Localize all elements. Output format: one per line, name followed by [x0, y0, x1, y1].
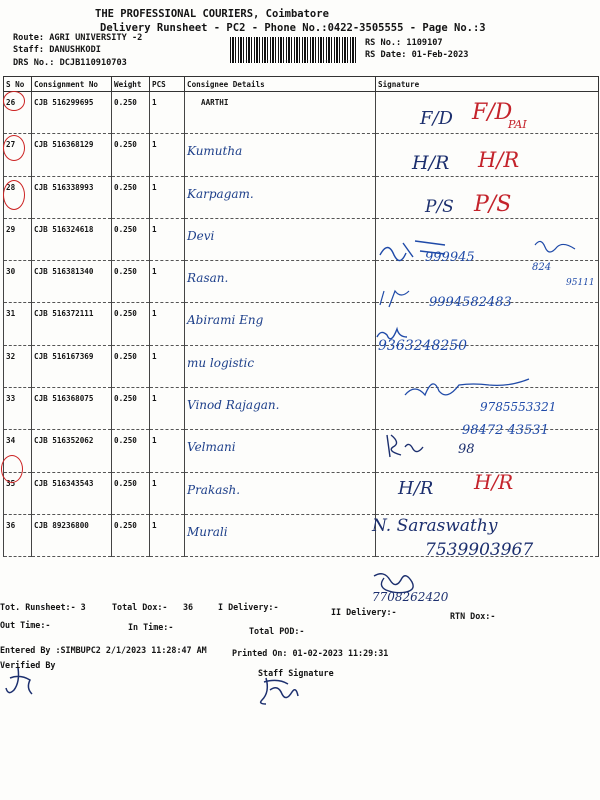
signature-r29-num: 999945	[425, 250, 475, 265]
staff-signature-label: Staff Signature	[258, 668, 334, 678]
cell-consignee: Kumutha	[185, 134, 376, 176]
cell-cno: CJB 516299695	[32, 92, 112, 134]
barcode-image	[230, 37, 358, 63]
cell-cno: CJB 89236800	[32, 514, 112, 556]
cell-weight: 0.250	[112, 430, 150, 472]
cell-cno: CJB 516368129	[32, 134, 112, 176]
cell-weight: 0.250	[112, 176, 150, 218]
cell-weight: 0.250	[112, 92, 150, 134]
signature-r34-b: H/R	[474, 470, 514, 494]
signature-r33-num: 98472 43531	[462, 423, 549, 438]
signature-r27-b: H/R	[478, 148, 520, 172]
entered-by: Entered By :SIMBUPC2 2/1/2023 11:28:47 AM	[0, 645, 207, 655]
cell-sno: 33	[4, 388, 32, 430]
cell-weight: 0.250	[112, 472, 150, 514]
cell-cno: CJB 516338993	[32, 176, 112, 218]
signature-r32-num: 9785553321	[480, 400, 557, 414]
signature-r35-name: N. Saraswathy	[372, 516, 498, 536]
cell-consignee: Vinod Rajagan.	[185, 388, 376, 430]
out-time-label: Out Time:-	[0, 620, 51, 630]
cell-sno: 29	[4, 218, 32, 260]
cell-sno: 34	[4, 430, 32, 472]
signature-r36-num: 7708262420	[372, 590, 449, 604]
tot-runsheet: Tot. Runsheet:- 3	[0, 602, 86, 612]
rs-number: RS No.: 1109107	[365, 38, 443, 48]
printed-on: Printed On: 01-02-2023 11:29:31	[232, 648, 389, 658]
cell-consignee: AARTHI	[185, 92, 376, 134]
cell-cno: CJB 516381340	[32, 261, 112, 303]
cell-consignee: Murali	[185, 514, 376, 556]
red-circle-mark	[3, 135, 25, 161]
cell-pcs: 1	[150, 261, 185, 303]
total-dox-value: 36	[183, 602, 194, 612]
cell-consignee: Karpagam.	[185, 176, 376, 218]
cell-pcs: 1	[150, 218, 185, 260]
cell-weight: 0.250	[112, 134, 150, 176]
cell-pcs: 1	[150, 345, 185, 387]
staff-label: Staff: DANUSHKODI	[13, 45, 101, 55]
cell-consignee: mu logistic	[185, 345, 376, 387]
table-header-row	[4, 77, 599, 92]
cell-sno: 36	[4, 514, 32, 556]
ii-delivery-label: II Delivery:-	[331, 607, 397, 617]
col-consignment: Consignment No	[32, 77, 112, 92]
cell-cno: CJB 516368075	[32, 388, 112, 430]
signature-r28-a: P/S	[425, 197, 454, 217]
cell-pcs: 1	[150, 134, 185, 176]
cell-consignee: Rasan.	[185, 261, 376, 303]
signature-r34-a: H/R	[398, 478, 434, 499]
cell-consignee: Devi	[185, 218, 376, 260]
drs-label: DRS No.: DCJB110910703	[13, 58, 127, 68]
cell-weight: 0.250	[112, 388, 150, 430]
cell-sno: 35	[4, 472, 32, 514]
route-label: Route: AGRI UNIVERSITY -2	[13, 33, 143, 43]
signature-r26-c: PAI	[508, 118, 527, 131]
i-delivery-label: I Delivery:-	[218, 602, 279, 612]
cell-cno: CJB 516372111	[32, 303, 112, 345]
cell-weight: 0.250	[112, 218, 150, 260]
cell-pcs: 1	[150, 176, 185, 218]
cell-consignee: Abirami Eng	[185, 303, 376, 345]
cell-pcs: 1	[150, 472, 185, 514]
total-pod-label: Total POD:-	[249, 626, 305, 636]
col-signature: Signature	[376, 77, 599, 92]
signature-r27-a: H/R	[412, 152, 450, 174]
cell-weight: 0.250	[112, 303, 150, 345]
cell-pcs: 1	[150, 92, 185, 134]
signature-r36-scribble	[370, 570, 430, 600]
signature-r35-num: 7539903967	[425, 540, 534, 560]
cell-sno: 31	[4, 303, 32, 345]
cell-pcs: 1	[150, 388, 185, 430]
cell-weight: 0.250	[112, 345, 150, 387]
signature-r26-b: F/D	[472, 100, 513, 125]
signature-r31-num: 9363248250	[378, 338, 468, 354]
cell-cno: CJB 516352062	[32, 430, 112, 472]
col-pcs: PCS	[150, 77, 185, 92]
staff-signature-mark	[258, 672, 304, 708]
cell-sno: 28	[4, 176, 32, 218]
signature-r29-num3: 95111	[566, 278, 595, 288]
signature-r33-num2: 98	[458, 442, 475, 457]
rs-date: RS Date: 01-Feb-2023	[365, 50, 469, 60]
red-circle-mark	[3, 180, 25, 210]
cell-pcs: 1	[150, 303, 185, 345]
signature-scribbles	[375, 235, 595, 465]
cell-pcs: 1	[150, 514, 185, 556]
cell-cno: CJB 516343543	[32, 472, 112, 514]
cell-cno: CJB 516167369	[32, 345, 112, 387]
cell-sno: 26	[4, 92, 32, 134]
cell-weight: 0.250	[112, 514, 150, 556]
total-dox-label: Total Dox:-	[112, 602, 168, 612]
rtn-dox-label: RTN Dox:-	[450, 611, 496, 621]
verified-signature-mark	[4, 664, 34, 698]
cell-cno: CJB 516324618	[32, 218, 112, 260]
cell-weight: 0.250	[112, 261, 150, 303]
cell-sno: 30	[4, 261, 32, 303]
in-time-label: In Time:-	[128, 622, 174, 632]
red-circle-mark	[3, 91, 25, 111]
cell-consignee: Velmani	[185, 430, 376, 472]
col-consignee: Consignee Details	[185, 77, 376, 92]
signature-r28-b: P/S	[474, 192, 512, 217]
signature-r29-num2: 824	[532, 262, 552, 273]
col-weight: Weight	[112, 77, 150, 92]
page-subtitle: Delivery Runsheet - PC2 - Phone No.:0422-3505555 - Page No.:3	[100, 22, 486, 34]
cell-sno: 32	[4, 345, 32, 387]
cell-sno: 27	[4, 134, 32, 176]
col-sno: S No	[4, 77, 32, 92]
verified-by-label: Verified By	[0, 660, 56, 670]
cell-pcs: 1	[150, 430, 185, 472]
cell-consignee: Prakash.	[185, 472, 376, 514]
red-circle-mark	[1, 455, 23, 483]
page-title: THE PROFESSIONAL COURIERS, Coimbatore	[95, 8, 329, 20]
signature-r30-num: 9994582483	[429, 295, 512, 310]
signature-r26-a: F/D	[420, 108, 453, 129]
